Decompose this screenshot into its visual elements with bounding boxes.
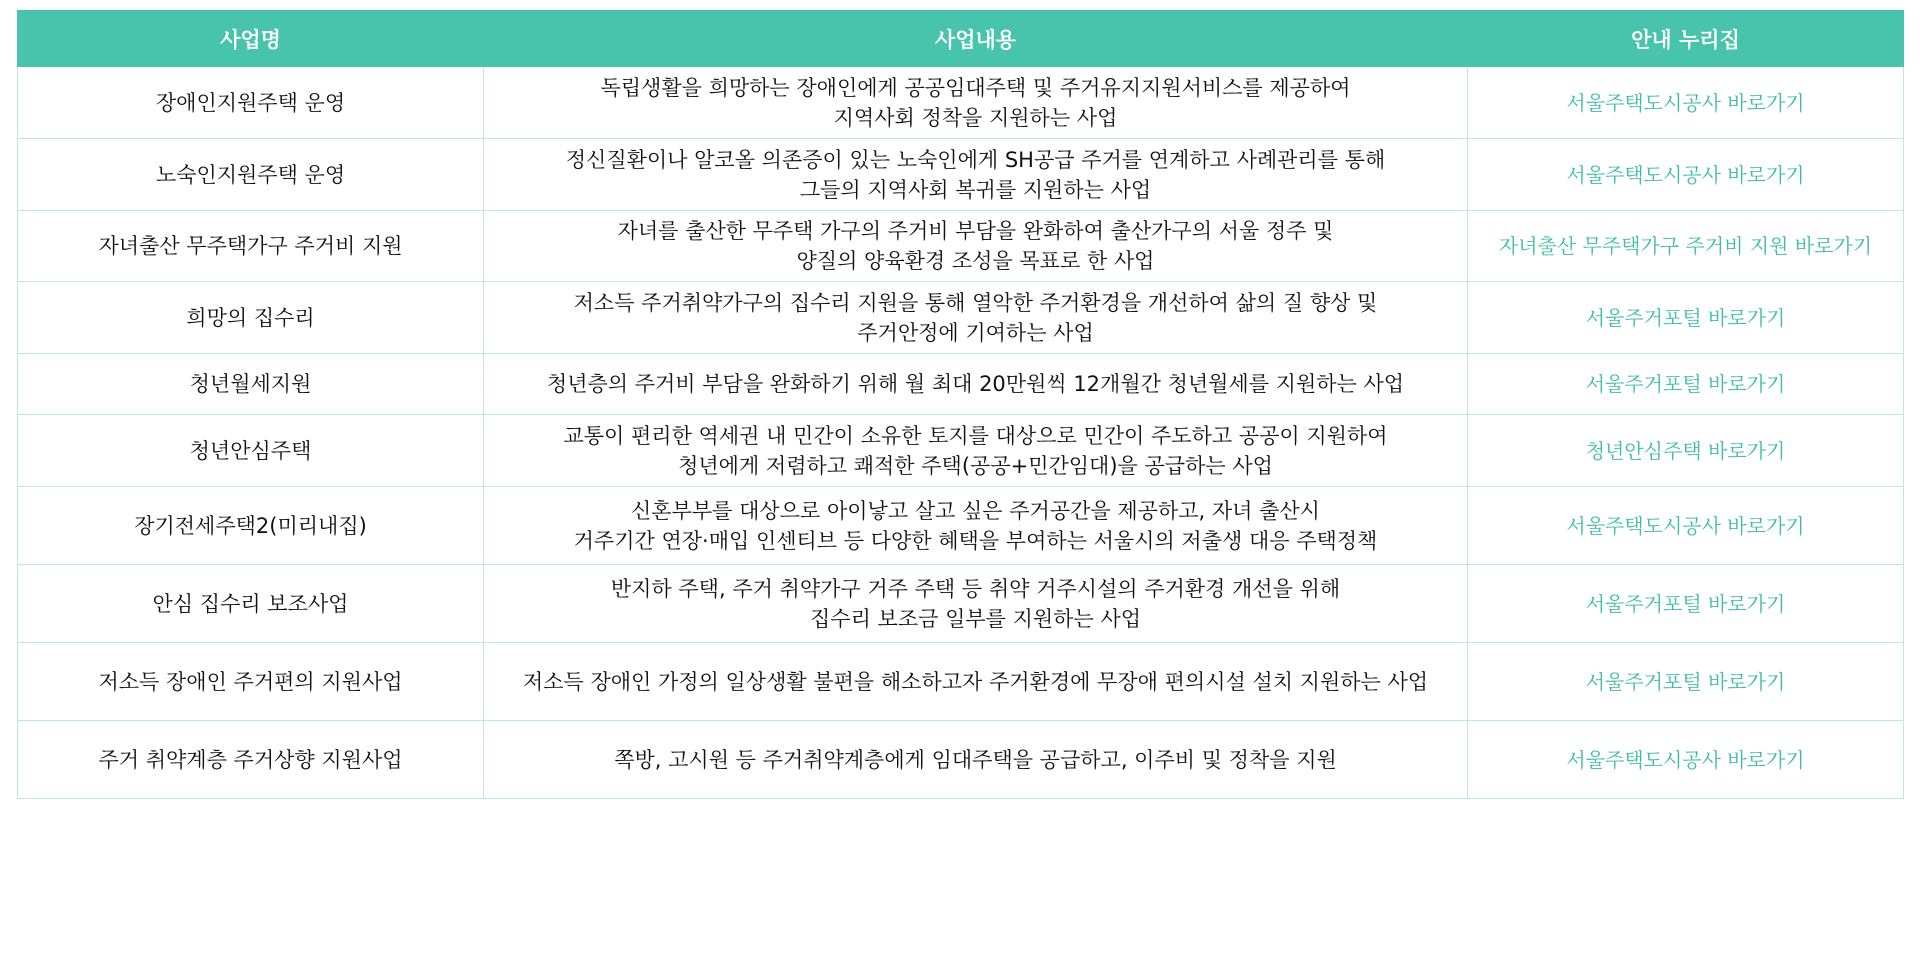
program-content-line: 쪽방, 고시원 등 주거취약계층에게 임대주택을 공급하고, 이주비 및 정착을 지원 <box>614 747 1337 772</box>
table-row <box>18 354 1904 415</box>
info-website-link[interactable]: 서울주거포털 바로가기 <box>1585 669 1786 694</box>
info-website-link[interactable]: 서울주거포털 바로가기 <box>1585 372 1786 396</box>
housing-support-program-table <box>17 10 1904 799</box>
program-content-cell <box>484 565 1468 643</box>
program-content-line: 주거안정에 기여하는 사업 <box>857 320 1094 345</box>
table-row <box>18 721 1904 799</box>
program-name-cell: 저소득 장애인 주거편의 지원사업 <box>18 643 484 721</box>
program-content-cell <box>484 282 1468 354</box>
program-content-line: 청년에게 저렴하고 쾌적한 주택(공공+민간임대)을 공급하는 사업 <box>678 453 1273 478</box>
program-content-line: 저소득 주거취약가구의 집수리 지원을 통해 열악한 주거환경을 개선하여 삶의 질 향상 및 <box>573 290 1378 315</box>
info-website-cell <box>1468 415 1904 487</box>
table-row <box>18 67 1904 139</box>
info-website-link[interactable]: 서울주거포털 바로가기 <box>1585 591 1786 616</box>
column-header-program-content: 사업내용 <box>484 11 1468 67</box>
table-row <box>18 565 1904 643</box>
program-content-cell <box>484 211 1468 282</box>
info-website-link[interactable]: 서울주택도시공사 바로가기 <box>1566 162 1805 187</box>
program-content-line: 거주기간 연장·매입 인센티브 등 다양한 혜택을 부여하는 서울시의 저출생 대응 주택정책 <box>573 528 1378 553</box>
program-content-cell <box>484 643 1468 721</box>
info-website-link[interactable]: 자녀출산 무주택가구 주거비 지원 바로가기 <box>1498 234 1873 258</box>
table-row <box>18 415 1904 487</box>
info-website-cell <box>1468 721 1904 799</box>
info-website-cell <box>1468 67 1904 139</box>
table-row <box>18 139 1904 211</box>
program-name-cell: 주거 취약계층 주거상향 지원사업 <box>18 721 484 799</box>
program-name-cell: 장기전세주택2(미리내집) <box>18 487 484 565</box>
info-website-link[interactable]: 서울주택도시공사 바로가기 <box>1566 513 1805 538</box>
program-content-line: 저소득 장애인 가정의 일상생활 불편을 해소하고자 주거환경에 무장애 편의시설 설치 지원하는 사업 <box>522 669 1429 694</box>
program-content-line: 독립생활을 희망하는 장애인에게 공공임대주택 및 주거유지지원서비스를 제공하여 <box>600 75 1351 100</box>
info-website-cell <box>1468 487 1904 565</box>
column-header-info-website: 안내 누리집 <box>1468 11 1904 67</box>
table-row <box>18 282 1904 354</box>
program-content-line: 양질의 양육환경 조성을 목표로 한 사업 <box>796 249 1155 273</box>
info-website-link[interactable]: 서울주택도시공사 바로가기 <box>1566 90 1805 115</box>
program-content-line: 반지하 주택, 주거 취약가구 거주 주택 등 취약 거주시설의 주거환경 개선을 위해 <box>610 576 1341 601</box>
info-website-link[interactable]: 서울주택도시공사 바로가기 <box>1566 747 1805 772</box>
program-content-line: 신혼부부를 대상으로 아이낳고 살고 싶은 주거공간을 제공하고, 자녀 출산시 <box>631 498 1320 523</box>
program-name-cell: 안심 집수리 보조사업 <box>18 565 484 643</box>
program-content-line: 정신질환이나 알코올 의존증이 있는 노숙인에게 SH공급 주거를 연계하고 사례관리를 통해 <box>565 147 1386 172</box>
program-name-cell: 희망의 집수리 <box>18 282 484 354</box>
program-content-line: 집수리 보조금 일부를 지원하는 사업 <box>810 606 1141 631</box>
info-website-cell <box>1468 211 1904 282</box>
program-name-cell: 청년월세지원 <box>18 354 484 415</box>
table-row <box>18 211 1904 282</box>
info-website-cell <box>1468 354 1904 415</box>
program-name-cell: 자녀출산 무주택가구 주거비 지원 <box>18 211 484 282</box>
table-header <box>18 11 1904 67</box>
program-content-cell <box>484 354 1468 415</box>
program-content-cell <box>484 415 1468 487</box>
table-row <box>18 487 1904 565</box>
program-content-line: 지역사회 정착을 지원하는 사업 <box>833 105 1118 130</box>
info-website-cell <box>1468 282 1904 354</box>
program-name-cell: 청년안심주택 <box>18 415 484 487</box>
program-content-line: 교통이 편리한 역세권 내 민간이 소유한 토지를 대상으로 민간이 주도하고 공공이 지원하여 <box>563 423 1388 448</box>
program-content-line: 그들의 지역사회 복귀를 지원하는 사업 <box>799 177 1152 202</box>
program-table-container <box>17 10 1903 799</box>
info-website-link[interactable]: 서울주거포털 바로가기 <box>1585 305 1786 330</box>
program-content-cell <box>484 139 1468 211</box>
program-content-cell <box>484 67 1468 139</box>
table-row <box>18 643 1904 721</box>
info-website-cell <box>1468 643 1904 721</box>
info-website-link[interactable]: 청년안심주택 바로가기 <box>1585 438 1786 463</box>
program-content-line: 청년층의 주거비 부담을 완화하기 위해 월 최대 20만원씩 12개월간 청년월세를 지원하는 사업 <box>546 372 1405 396</box>
table-header-row <box>18 11 1904 67</box>
program-content-cell <box>484 721 1468 799</box>
column-header-program-name: 사업명 <box>18 11 484 67</box>
table-body <box>18 67 1904 799</box>
program-name-cell: 장애인지원주택 운영 <box>18 67 484 139</box>
info-website-cell <box>1468 139 1904 211</box>
info-website-cell <box>1468 565 1904 643</box>
program-content-line: 자녀를 출산한 무주택 가구의 주거비 부담을 완화하여 출산가구의 서울 정주 및 <box>617 219 1334 243</box>
program-name-cell: 노숙인지원주택 운영 <box>18 139 484 211</box>
program-content-cell <box>484 487 1468 565</box>
